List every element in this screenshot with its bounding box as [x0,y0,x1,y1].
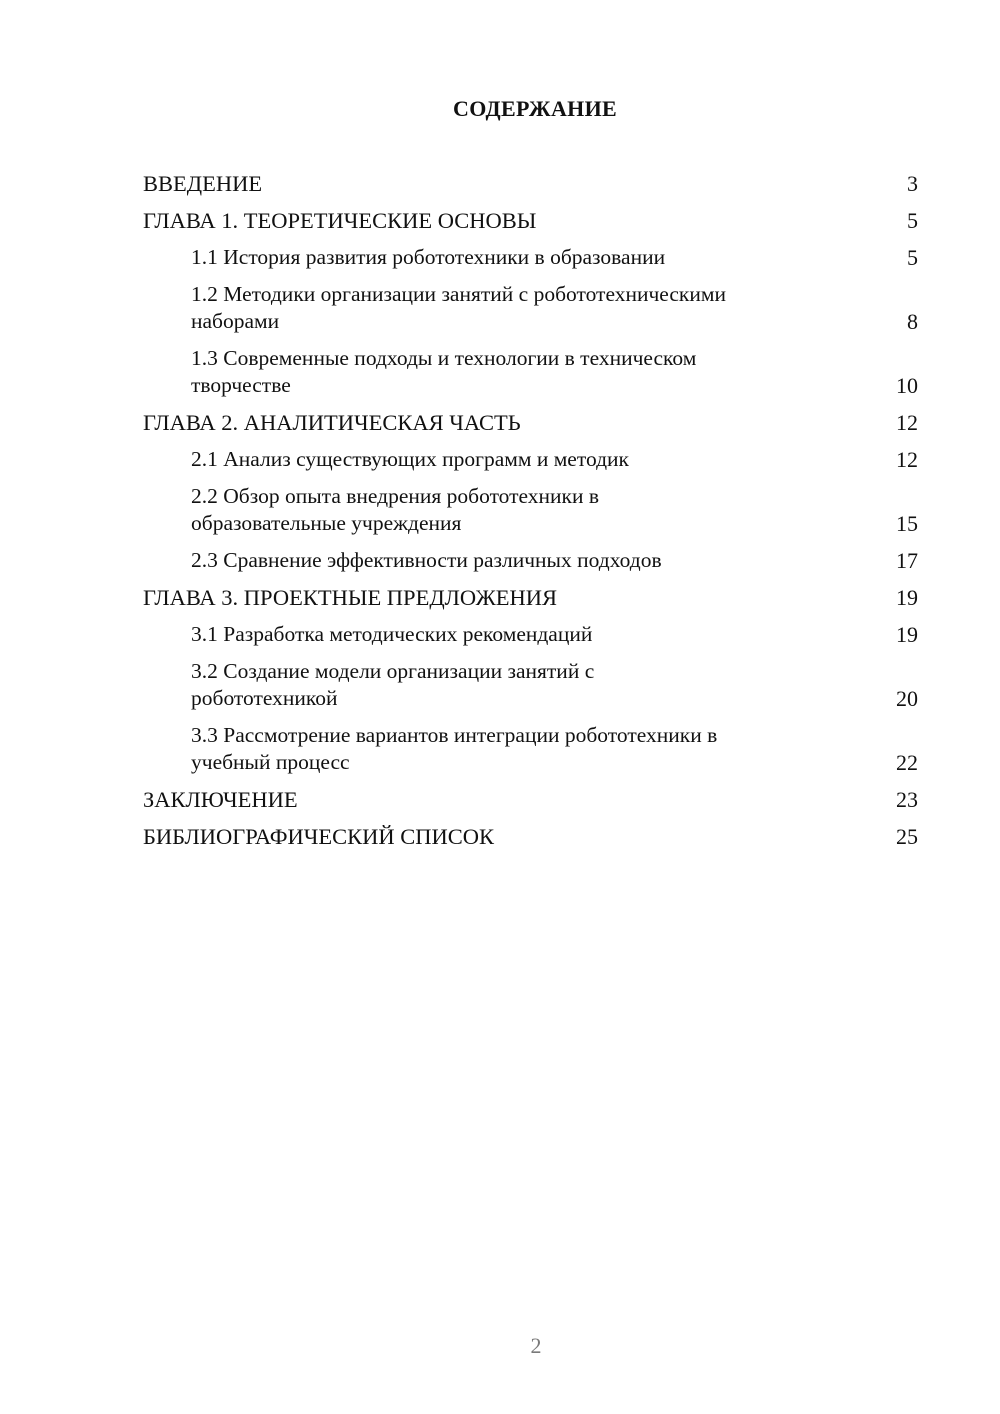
toc-entry [143,281,918,335]
toc-entry-page: 12 [896,447,918,472]
toc-entry-page: 5 [907,208,918,233]
toc-entry-text: 2.2 Обзор опыта внедрения робототехники в образовательные учреждения [191,484,600,535]
toc-entry-text: 3.2 Создание модели организации занятий с робототехникой [191,659,595,710]
toc-entry [143,409,918,436]
toc-entry-page: 3 [907,171,918,196]
toc-entry-text: БИБЛИОГРАФИЧЕСКИЙ СПИСОК [143,824,495,849]
toc-entry-page: 5 [907,245,918,270]
toc-entry [143,658,918,712]
toc-entry [143,446,918,473]
toc-entry [143,244,918,271]
toc-entry [143,170,918,197]
toc-entry [143,823,918,850]
toc-entry [143,345,918,399]
toc-entry-text: 2.1 Анализ существующих программ и методик [191,447,629,471]
toc-entry [143,584,918,611]
toc-entry [143,722,918,776]
toc-entry-text: ВВЕДЕНИЕ [143,171,263,196]
toc-entry-page: 20 [896,686,918,711]
toc-entry-text: ГЛАВА 2. АНАЛИТИЧЕСКАЯ ЧАСТЬ [143,410,521,435]
toc-entry [143,483,918,537]
toc-entry-text: 1.1 История развития робототехники в образовании [191,245,666,269]
toc-entry-page: 25 [896,824,918,849]
toc-entry-text: 3.1 Разработка методических рекомендаций [191,622,593,646]
toc-entry-page: 23 [896,787,918,812]
toc-entry-text: ГЛАВА 1. ТЕОРЕТИЧЕСКИЕ ОСНОВЫ [143,208,537,233]
toc-entry-page: 15 [896,511,918,536]
table-of-contents [143,170,918,860]
toc-entry-text: 1.3 Современные подходы и технологии в техническом творчестве [191,346,697,397]
toc-entry-page: 10 [896,373,918,398]
toc-title: СОДЕРЖАНИЕ [453,96,617,121]
toc-entry [143,207,918,234]
toc-entry [143,786,918,813]
toc-entry-page: 19 [896,622,918,647]
toc-entry-page: 19 [896,585,918,610]
toc-entry-text: 1.2 Методики организации занятий с робототехническими наборами [191,282,726,333]
toc-entry-text: ГЛАВА 3. ПРОЕКТНЫЕ ПРЕДЛОЖЕНИЯ [143,585,558,610]
toc-entry-page: 17 [896,548,918,573]
toc-entry-page: 12 [896,410,918,435]
toc-entry-page: 22 [896,750,918,775]
toc-entry-page: 8 [907,309,918,334]
toc-entry-text: ЗАКЛЮЧЕНИЕ [143,787,298,812]
page-number: 2 [530,1333,542,1358]
toc-entry-text: 2.3 Сравнение эффективности различных подходов [191,548,662,572]
toc-entry-text: 3.3 Рассмотрение вариантов интеграции робототехники в учебный процесс [191,723,718,774]
toc-entry [143,547,918,574]
toc-entry [143,621,918,648]
